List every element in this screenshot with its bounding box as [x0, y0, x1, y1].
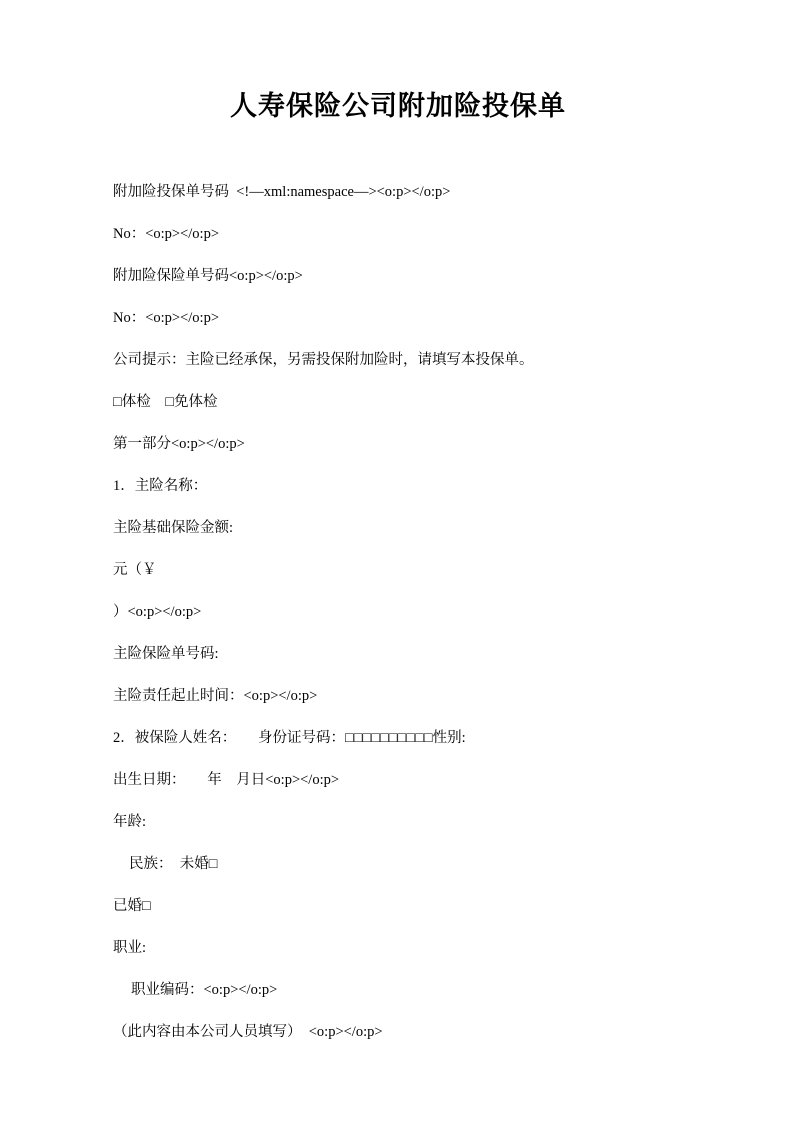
paragraph-20: 职业编码：<o:p></o:p>	[131, 982, 278, 998]
paragraph-2: No：<o:p></o:p>	[113, 226, 220, 242]
paragraph-18: 已婚□	[113, 898, 151, 914]
paragraph-8: 1．主险名称：	[113, 478, 208, 494]
paragraph-12: 主险保险单号码:	[113, 646, 219, 662]
document-body	[113, 124, 683, 1043]
paragraph-6: □体检 □免体检	[113, 394, 218, 410]
paragraph-15: 出生日期： 年 月日<o:p></o:p>	[113, 772, 340, 788]
paragraph-7: 第一部分<o:p></o:p>	[113, 436, 245, 452]
paragraph-11: ）<o:p></o:p>	[113, 604, 202, 620]
paragraph-16: 年龄:	[113, 814, 147, 830]
paragraph-10: 元（￥	[113, 562, 157, 578]
paragraph-3: 附加险保险单号码<o:p></o:p>	[113, 268, 303, 284]
paragraph-4: No：<o:p></o:p>	[113, 310, 220, 326]
paragraph-13: 主险责任起止时间：<o:p></o:p>	[113, 688, 318, 704]
paragraph-17: 民族： 未婚□	[129, 856, 218, 872]
paragraph-1: 附加险投保单号码 <!—xml:namespace—><o:p></o:p>	[113, 184, 451, 200]
paragraph-5: 公司提示：主险已经承保，另需投保附加险时，请填写本投保单。	[113, 352, 534, 368]
paragraph-14: 2．被保险人姓名： 身份证号码：□□□□□□□□□□性别:	[113, 730, 466, 746]
document-content	[113, 0, 683, 1064]
paragraph-19: 职业:	[113, 940, 147, 956]
page-title: 人寿保险公司附加险投保单	[230, 91, 566, 121]
paragraph-9: 主险基础保险金额:	[113, 520, 234, 536]
paragraph-21: （此内容由本公司人员填写） <o:p></o:p>	[113, 1024, 383, 1040]
